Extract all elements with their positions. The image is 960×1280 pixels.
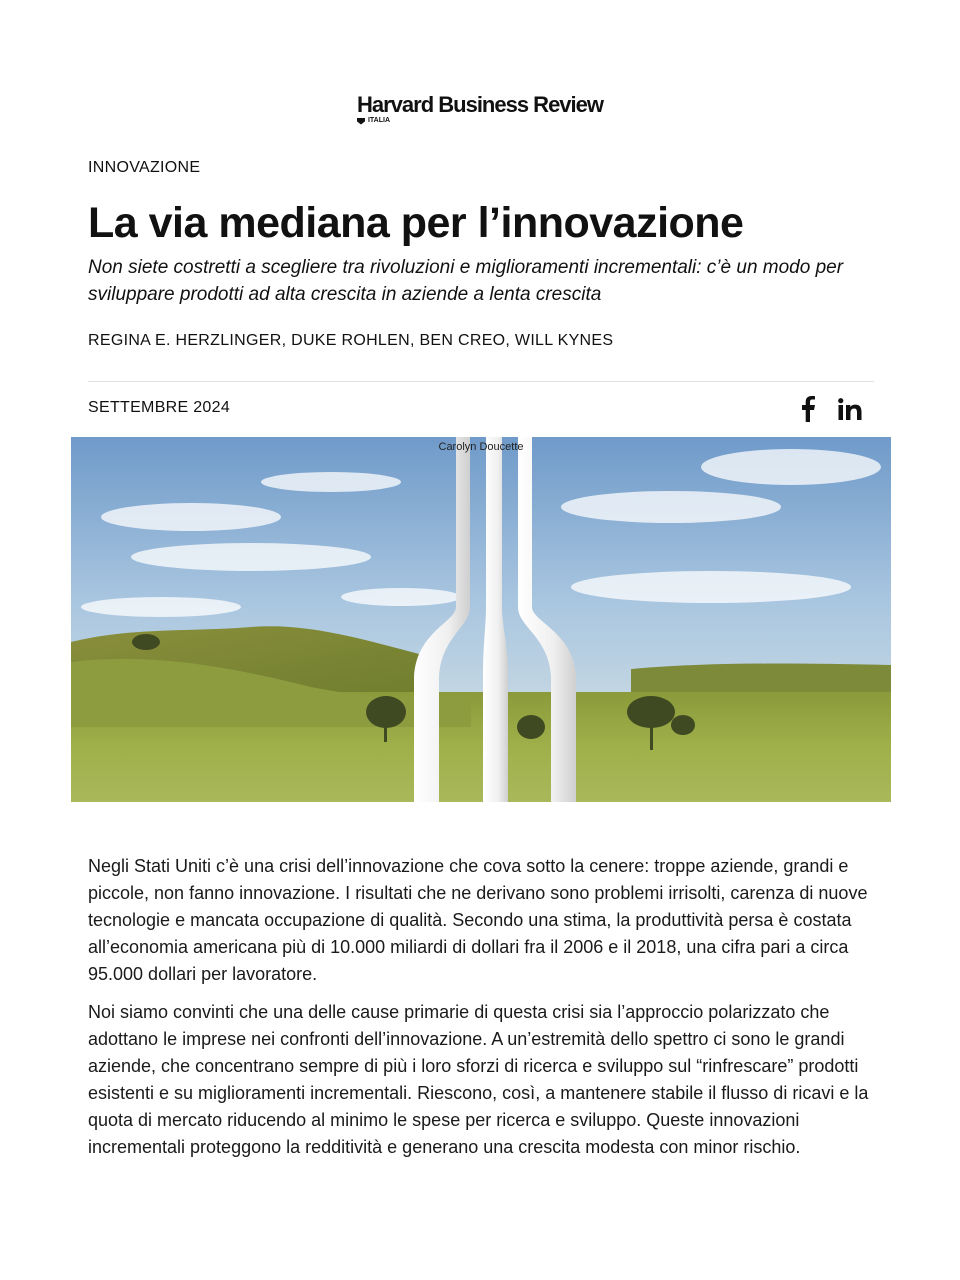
publish-date: SETTEMBRE 2024 — [88, 399, 231, 416]
logo-edition — [357, 117, 603, 125]
logo-title: Harvard Business Review — [356, 92, 604, 117]
image-credit: Carolyn Doucette — [438, 441, 524, 453]
facebook-icon[interactable] — [796, 394, 820, 424]
paragraph: Negli Stati Uniti c’è una crisi dell’innovazione che cova sotto la cenere: troppe aziende, grandi e piccole, non fanno innovazione. I risultati che ne derivano sono problemi irrisolti, carenza di nuove tecnologie e mancata occupazione di qualità. Secondo una stima, la produttività persa è costata all’economia americana più di 10.000 miliardi di dollari fra il 2006 e il 2018, una cifra pari a circa 95.000 dollari per lavoratore. — [88, 856, 868, 984]
masthead — [0, 92, 960, 130]
paragraph: Noi siamo convinti che una delle cause primarie di questa crisi sia l’approccio polarizzato che adottano le imprese nei confronti dell’innovazione. A un’estremità dello spettro ci sono le grandi aziende, che concentrano sempre di più i loro sforzi di ricerca e sviluppo sul “rinfrescare” prodotti esistenti e su miglioramenti incrementali. Riescono, così, a mantenere stabile il flusso di ricavi e la quota di mercato riducendo al minimo le spese per ricerca e sviluppo. Queste innovazioni incrementali proteggono la redditività e generano una crescita modesta con minor rischio. — [88, 1002, 869, 1157]
section-label[interactable]: INNOVAZIONE — [88, 159, 201, 176]
article-body — [88, 853, 878, 1172]
share-buttons — [796, 394, 864, 424]
hero-image — [71, 437, 891, 802]
divider — [88, 381, 874, 382]
hbr-logo[interactable] — [357, 92, 603, 125]
edition-label: ITALIA — [367, 117, 391, 124]
landscape-illustration — [71, 437, 891, 802]
shield-icon — [357, 118, 365, 125]
article-authors[interactable]: REGINA E. HERZLINGER, DUKE ROHLEN, BEN CREO, WILL KYNES — [88, 332, 614, 349]
article-subtitle: Non siete costretti a scegliere tra rivoluzioni e miglioramenti incrementali: c’è un modo per sviluppare prodotti ad alta crescita in aziende a lenta crescita — [88, 257, 844, 305]
linkedin-icon[interactable] — [836, 394, 864, 424]
article-title: La via mediana per l’innovazione — [88, 199, 744, 247]
